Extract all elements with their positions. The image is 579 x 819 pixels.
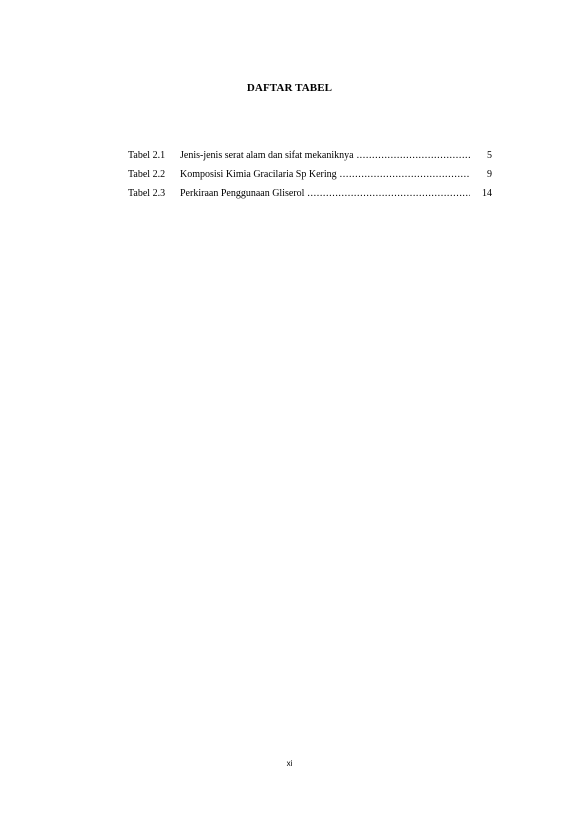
table-title: Jenis-jenis serat alam dan sifat mekaniknya	[180, 150, 354, 161]
table-title: Komposisi Kimia Gracilaria Sp Kering	[180, 169, 337, 180]
page-number: xi	[286, 759, 293, 768]
table-list	[128, 150, 492, 207]
page-title: DAFTAR TABEL	[246, 82, 333, 94]
list-item	[128, 150, 492, 169]
table-page-number: 14	[482, 188, 492, 199]
dot-leader	[340, 169, 470, 180]
dot-leader	[357, 150, 470, 161]
list-item	[128, 188, 492, 207]
table-page-number: 9	[487, 169, 492, 180]
table-page-number: 5	[487, 150, 492, 161]
list-item	[128, 169, 492, 188]
dot-leader	[307, 188, 470, 199]
table-title: Perkiraan Penggunaan Gliserol	[180, 188, 305, 199]
table-label: Tabel 2.1	[128, 150, 166, 161]
table-label: Tabel 2.3	[128, 188, 166, 199]
table-label: Tabel 2.2	[128, 169, 166, 180]
